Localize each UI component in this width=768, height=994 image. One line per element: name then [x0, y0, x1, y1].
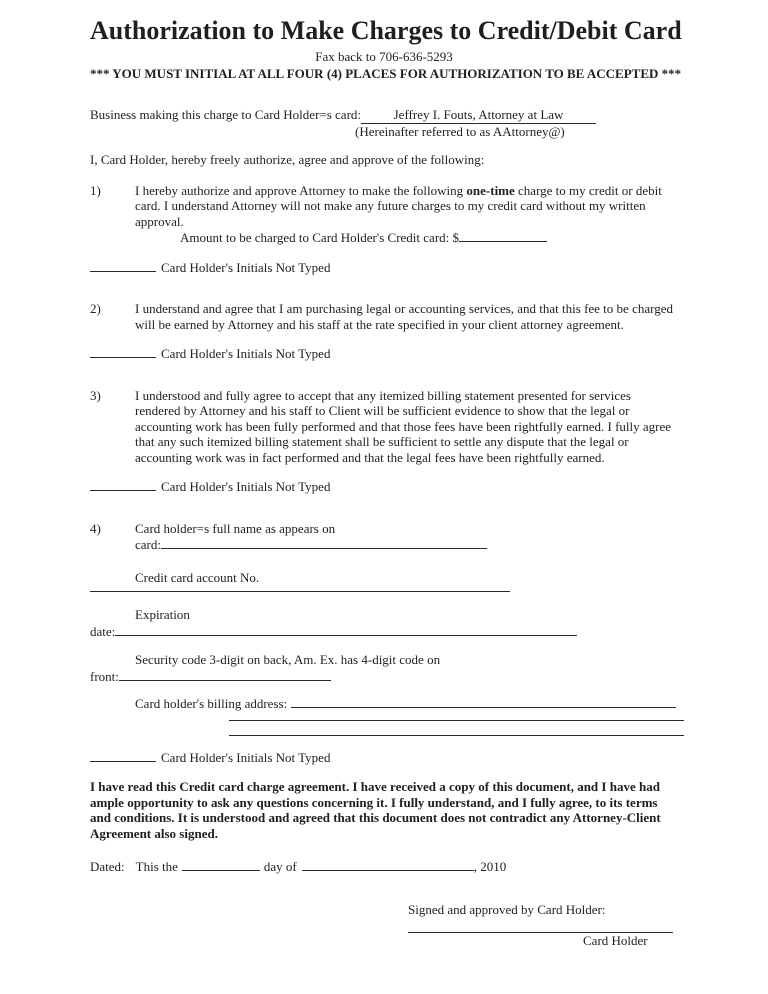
- item-2-text: I understand and agree that I am purchasing legal or accounting services, and that this fee to be charged will be earned by Attorney and his staff at the rate specified in your client attorney agreement.: [135, 301, 673, 332]
- item-1-body: [135, 183, 678, 246]
- item-1-text: [135, 183, 678, 230]
- signature-block: [408, 902, 676, 949]
- security-code-label: Security code 3-digit on back, Am. Ex. has 4-digit code on: [135, 652, 441, 667]
- signature-prompt: Signed and approved by Card Holder:: [408, 901, 606, 917]
- item-1-number: 1): [90, 182, 101, 198]
- account-number-blank: [90, 591, 510, 592]
- initials-label-3: Card Holder's Initials Not Typed: [161, 479, 331, 494]
- cardholder-name-row: [135, 536, 678, 553]
- cardholder-name-blank: [161, 536, 487, 549]
- initials-blank-1: [90, 259, 156, 272]
- initials-label-4: Card Holder's Initials Not Typed: [161, 749, 331, 765]
- item-3-text: I understood and fully agree to accept that any itemized billing statement presented for services rendered by Attorney and his staff to Client will be sufficient evidence to show that the legal or accounting work has been fully performed and that those fees have been rightfully earned. I fully agree that any such itemized billing statement shall be sufficient to settle any dispute that the legal or accounting work was in fact performed and that the legal fees have been rightfully earned.: [135, 387, 672, 465]
- item-4: [90, 521, 678, 736]
- cardholder-name-field-label: card:: [135, 537, 161, 552]
- one-time-bold: one-time: [466, 182, 515, 198]
- fax-note: Fax back to 706-636-5293: [315, 49, 453, 64]
- item-2: [90, 301, 678, 332]
- agreement-paragraph: I have read this Credit card charge agreement. I have received a copy of this document, and I have had ample opportunity to ask any questions concerning it. I fully understand, and I fully agree, to its terms and conditions. It is understood and agreed that this document does not contradict any Attorney-Client Agreement also signed.: [90, 779, 661, 841]
- item-2-number: 2): [90, 301, 101, 316]
- dated-day-blank: [182, 858, 260, 871]
- initials-warning: *** YOU MUST INITIAL AT ALL FOUR (4) PLACES FOR AUTHORIZATION TO BE ACCEPTED ***: [90, 65, 682, 81]
- security-code-blank: [119, 668, 331, 681]
- dated-line: [90, 858, 678, 875]
- item-1-text-after: charge to my credit or debit card. I understand Attorney will not make any future charges to my credit card without my written approval.: [135, 182, 662, 229]
- item-4-body: [90, 520, 678, 736]
- dated-month-blank: [302, 858, 474, 871]
- expiration-label: Expiration: [135, 607, 190, 622]
- item-3: [90, 388, 678, 466]
- amount-blank: [459, 229, 547, 242]
- initials-row-3: [90, 478, 678, 495]
- hereinafter-note: (Hereinafter referred to as AAttorney@): [355, 123, 565, 139]
- dated-day-of: day of: [263, 859, 297, 874]
- initials-blank-2: [90, 345, 156, 358]
- security-front-row: [90, 668, 678, 685]
- item-1-text-before: I hereby authorize and approve Attorney to make the following: [135, 182, 467, 198]
- business-charge-label: Business making this charge to Card Holder=s card:: [90, 107, 362, 122]
- business-charge-line: [90, 107, 678, 124]
- initials-label-2: Card Holder's Initials Not Typed: [161, 346, 331, 361]
- account-label: Credit card account No.: [135, 569, 260, 585]
- dated-this-the: This the: [135, 859, 178, 874]
- doc-title: Authorization to Make Charges to Credit/Debit Card: [90, 16, 682, 45]
- expiration-date-blank: [115, 623, 577, 636]
- expiration-date-field-label: date:: [90, 623, 116, 639]
- billing-address-blank-2: [229, 720, 684, 721]
- attorney-name-blank: [361, 107, 596, 124]
- security-front-field-label: front:: [90, 668, 119, 684]
- item-4-number: 4): [90, 520, 101, 536]
- initials-blank-4: [90, 749, 156, 762]
- initials-label-1: Card Holder's Initials Not Typed: [161, 259, 331, 275]
- billing-address-blank-3: [229, 735, 684, 736]
- cardholder-signature-label: Card Holder: [583, 933, 648, 948]
- cardholder-name-label: Card holder=s full name as appears on: [135, 520, 336, 536]
- expiration-date-row: [90, 623, 678, 640]
- initials-row-4: [90, 749, 678, 766]
- billing-address-blank-1: [291, 695, 676, 708]
- dated-year: , 2010: [473, 859, 507, 874]
- billing-address-label: Card holder's billing address:: [135, 696, 288, 711]
- attorney-name: Jeffrey I. Fouts, Attorney at Law: [393, 107, 564, 122]
- dated-label: Dated:: [90, 859, 125, 874]
- initials-row-2: [90, 345, 678, 362]
- amount-label: Amount to be charged to Card Holder's Credit card: $: [180, 230, 460, 245]
- initials-row-1: [90, 259, 678, 276]
- item-3-number: 3): [90, 387, 101, 403]
- initials-blank-3: [90, 478, 156, 491]
- item-1: [90, 183, 678, 246]
- amount-line: [180, 229, 678, 246]
- billing-address-row: [135, 695, 678, 712]
- intro-paragraph: I, Card Holder, hereby freely authorize, agree and approve of the following:: [90, 152, 485, 167]
